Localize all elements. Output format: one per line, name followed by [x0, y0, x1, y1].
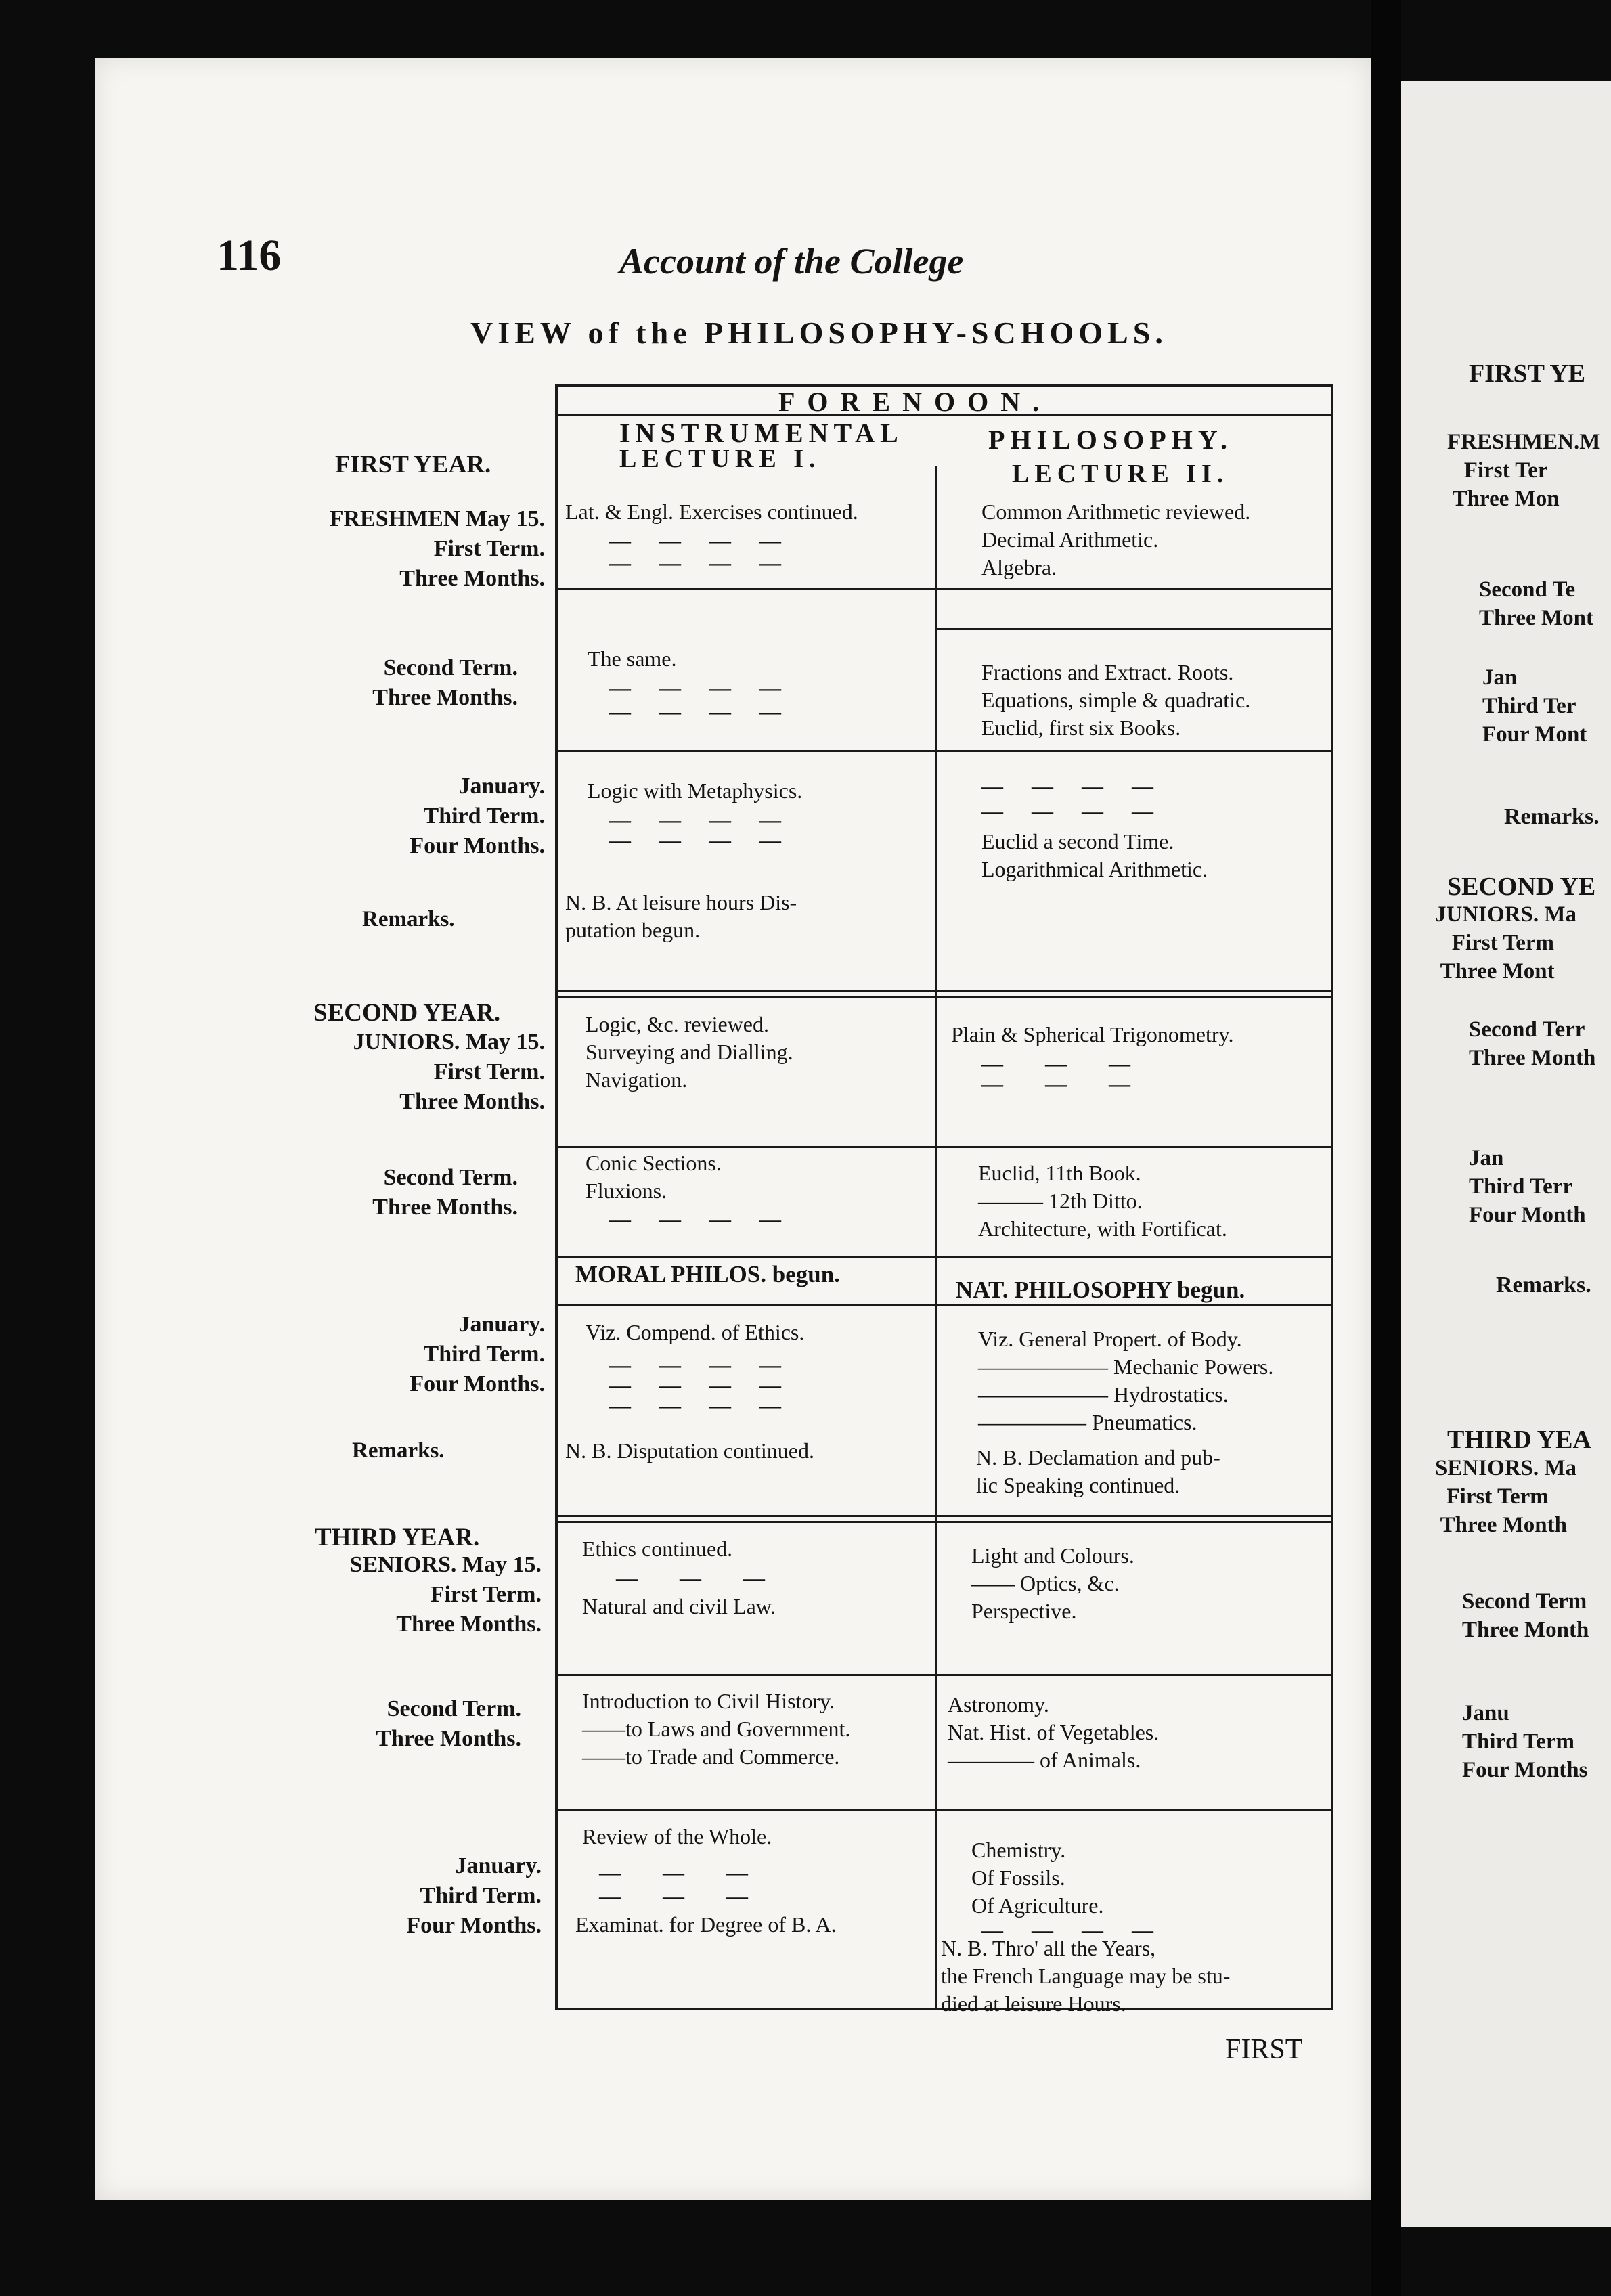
ditto-marks: — — — —: [981, 1918, 1155, 1942]
row-rule: [555, 750, 1333, 752]
right-january-2: Jan Third Terr Four Month: [1469, 1146, 1586, 1227]
right-third-year: THIRD YEA: [1447, 1426, 1591, 1454]
row-rule: [555, 588, 1333, 590]
y2-term1-lecture2: Plain & Spherical Trigonometry.: [951, 1022, 1234, 1046]
ditto-marks: — — — —: [981, 799, 1155, 823]
y1-term2-lecture1: The same.: [588, 646, 677, 671]
philosophy-header: PHILOSOPHY.: [988, 424, 1233, 455]
y2-term1-lecture1: Logic, &c. reviewed. Surveying and Dialling. Navigation.: [586, 1012, 793, 1092]
right-freshmen-label: FRESHMEN.M First Ter Three Mon: [1447, 430, 1601, 511]
instrumental-header: INSTRUMENTAL: [619, 418, 904, 448]
ditto-marks: — — — —: [609, 676, 782, 700]
first-year-heading: FIRST YEAR.: [335, 451, 491, 479]
second-year-term2-label: Second Term. Three Months.: [372, 1165, 518, 1220]
row-rule: [555, 1304, 1333, 1306]
book-gutter: [1371, 0, 1401, 2296]
table-title: VIEW of the PHILOSOPHY-SCHOOLS.: [470, 315, 1168, 350]
lecture-1-header: LECTURE I.: [619, 445, 821, 473]
y2-term3-lecture2: Viz. General Propert. of Body. —————— Mechanic Powers. —————— Hydrostatics. ————— Pneumatics.: [978, 1327, 1274, 1434]
right-seniors-label: SENIORS. Ma First Term Three Month: [1435, 1456, 1577, 1537]
ditto-marks: — — —: [981, 1051, 1132, 1076]
y1-term1-lecture1: Lat. & Engl. Exercises continued.: [565, 500, 858, 524]
first-year-term3-label: January. Third Term. Four Months.: [410, 774, 545, 858]
ditto-marks: — — — —: [609, 808, 782, 832]
ditto-marks: — — — —: [609, 1373, 782, 1397]
row-rule: [555, 1674, 1333, 1676]
second-year-term3-label: January. Third Term. Four Months.: [410, 1312, 545, 1396]
third-year-heading: THIRD YEAR.: [315, 1524, 480, 1551]
first-year-term2-label: Second Term. Three Months.: [372, 655, 518, 710]
right-january-3: Janu Third Term Four Months: [1462, 1701, 1588, 1782]
schedule-table: [555, 384, 1333, 2016]
ditto-marks: — — — —: [609, 1352, 782, 1377]
row-rule: [935, 628, 1333, 630]
y2-remarks-lecture1: N. B. Disputation continued.: [565, 1438, 814, 1463]
y1-term2-lecture2: Fractions and Extract. Roots. Equations, simple & quadratic. Euclid, first six Books.: [981, 660, 1251, 740]
lecture-2-header: LECTURE II.: [1012, 460, 1229, 488]
second-year-heading: SECOND YEAR.: [313, 999, 501, 1027]
ditto-marks: — — —: [981, 1072, 1132, 1096]
right-second-term-2: Second Terr Three Month: [1469, 1017, 1596, 1070]
ditto-marks: — — — —: [609, 550, 782, 575]
right-second-term: Second Te Three Mont: [1479, 577, 1593, 630]
catchword: FIRST: [1225, 2034, 1303, 2065]
moral-philosophy-begun: MORAL PHILOS. begun.: [575, 1261, 840, 1287]
y3-term3-lecture1a: Review of the Whole.: [582, 1824, 772, 1849]
y2-remarks-lecture2: N. B. Declamation and pub- lic Speaking continued.: [976, 1445, 1220, 1497]
y1-term3-lecture1: Logic with Metaphysics.: [588, 778, 803, 803]
second-year-remarks: Remarks.: [352, 1438, 445, 1463]
right-january: Jan Third Ter Four Mont: [1482, 665, 1587, 747]
year-rule: [555, 1515, 1333, 1517]
third-year-term1-label: SENIORS. May 15. First Term. Three Months.: [349, 1552, 542, 1637]
right-first-year: FIRST YE: [1469, 359, 1586, 388]
ditto-marks: — — — —: [609, 828, 782, 852]
y1-term3-lecture2: Euclid a second Time. Logarithmical Arithmetic.: [981, 829, 1208, 881]
page-number: 116: [217, 231, 282, 280]
right-remarks-2: Remarks.: [1496, 1273, 1591, 1298]
ditto-marks: — — — —: [981, 774, 1155, 798]
third-year-term2-label: Second Term. Three Months.: [376, 1696, 521, 1751]
table-left-border: [555, 384, 558, 2009]
ditto-marks: — — —: [599, 1860, 749, 1884]
first-year-remarks: Remarks.: [362, 907, 455, 931]
first-year-term1-label: FRESHMEN May 15. First Term. Three Months.: [329, 506, 545, 591]
y3-term1-lecture1b: Natural and civil Law.: [582, 1594, 776, 1618]
ditto-marks: — — —: [616, 1566, 766, 1590]
forenoon-header: FORENOON.: [778, 387, 1052, 417]
book-page-right: [1401, 81, 1611, 2227]
y3-term2-lecture2: Astronomy. Nat. Hist. of Vegetables. ———— of Animals.: [948, 1692, 1160, 1772]
y3-term1-lecture1a: Ethics continued.: [582, 1537, 733, 1561]
row-rule: [555, 1146, 1333, 1148]
year-rule: [555, 990, 1333, 992]
french-language-note: N. B. Thro' all the Years, the French Language may be stu- died at leisure Hours.: [941, 1936, 1231, 2016]
natural-philosophy-begun: NAT. PHILOSOPHY begun.: [956, 1277, 1245, 1303]
right-second-year: SECOND YE: [1447, 873, 1596, 901]
ditto-marks: — — —: [599, 1884, 749, 1908]
y3-term1-lecture2: Light and Colours. —— Optics, &c. Perspective.: [971, 1543, 1134, 1623]
ditto-marks: — — — —: [609, 1393, 782, 1417]
y3-term3-lecture1b: Examinat. for Degree of B. A.: [575, 1912, 837, 1937]
ditto-marks: — — — —: [609, 528, 782, 552]
y3-term2-lecture1: Introduction to Civil History. ——to Laws and Government. ——to Trade and Commerce.: [582, 1689, 851, 1769]
third-year-term3-label: January. Third Term. Four Months.: [406, 1853, 542, 1938]
y3-term3-lecture2: Chemistry. Of Fossils. Of Agriculture.: [971, 1838, 1104, 1918]
second-year-term1-label: JUNIORS. May 15. First Term. Three Months.: [353, 1030, 545, 1114]
ditto-marks: — — — —: [609, 1207, 782, 1231]
y1-term1-lecture2: Common Arithmetic reviewed. Decimal Arithmetic. Algebra.: [981, 500, 1251, 579]
ditto-marks: — — — —: [609, 699, 782, 724]
y2-term3-lecture1: Viz. Compend. of Ethics.: [586, 1320, 805, 1344]
running-head: Account of the College: [619, 241, 964, 282]
y2-term2-lecture1: Conic Sections. Fluxions.: [586, 1151, 722, 1203]
column-divider: [935, 466, 937, 2009]
right-remarks: Remarks.: [1504, 804, 1599, 829]
row-rule: [555, 1809, 1333, 1811]
y1-remarks-lecture1: N. B. At leisure hours Dis- putation begun.: [565, 890, 797, 942]
right-juniors-label: JUNIORS. Ma First Term Three Mont: [1435, 902, 1577, 984]
right-second-term-3: Second Term Three Month: [1462, 1589, 1589, 1642]
y2-term2-lecture2: Euclid, 11th Book. ——— 12th Ditto. Architecture, with Fortificat.: [978, 1161, 1227, 1241]
row-rule: [555, 1256, 1333, 1258]
